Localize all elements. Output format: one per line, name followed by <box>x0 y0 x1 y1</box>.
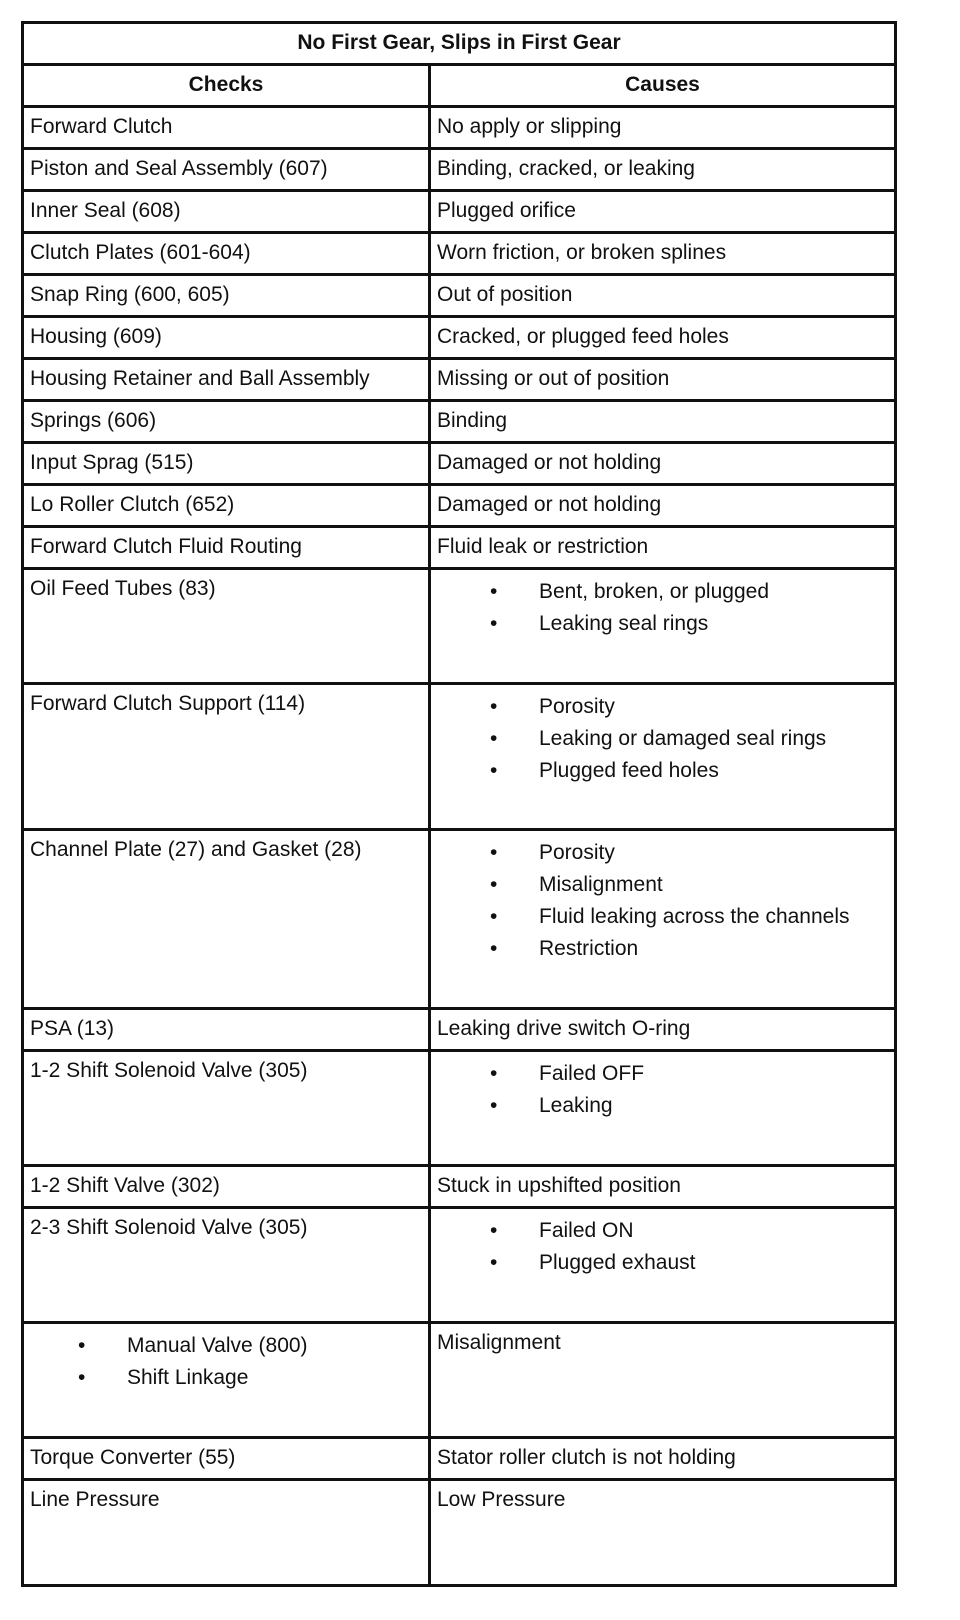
cause-list <box>437 689 888 787</box>
check-cell: Piston and Seal Assembly (607) <box>23 149 430 191</box>
list-item: • Failed ON <box>437 1215 888 1247</box>
cause-cell: Out of position <box>430 275 896 317</box>
cause-cell <box>430 1208 896 1323</box>
cause-cell: Low Pressure <box>430 1480 896 1586</box>
check-cell: Inner Seal (608) <box>23 191 430 233</box>
table-row <box>23 1208 896 1323</box>
list-item: • Misalignment <box>437 869 888 901</box>
cause-cell: Stator roller clutch is not holding <box>430 1438 896 1480</box>
table-row <box>23 401 896 443</box>
bullet-icon: • <box>490 873 498 896</box>
table-row <box>23 1480 896 1586</box>
check-cell: Lo Roller Clutch (652) <box>23 485 430 527</box>
cause-cell: Leaking drive switch O-ring <box>430 1009 896 1051</box>
bullet-icon: • <box>490 580 498 603</box>
list-item: • Failed OFF <box>437 1058 888 1090</box>
cause-cell: No apply or slipping <box>430 107 896 149</box>
check-cell: Clutch Plates (601-604) <box>23 233 430 275</box>
table-row <box>23 830 896 1009</box>
check-cell: Forward Clutch Support (114) <box>23 684 430 830</box>
cause-cell: Missing or out of position <box>430 359 896 401</box>
check-cell: Housing Retainer and Ball Assembly <box>23 359 430 401</box>
cause-cell: Stuck in upshifted position <box>430 1166 896 1208</box>
bullet-icon: • <box>78 1366 86 1389</box>
bullet-icon: • <box>490 759 498 782</box>
cause-cell: Worn friction, or broken splines <box>430 233 896 275</box>
cause-list <box>437 574 888 640</box>
table-row <box>23 1323 896 1438</box>
list-item: • Manual Valve (800) <box>30 1330 422 1362</box>
list-item: • Shift Linkage <box>30 1362 422 1394</box>
check-cell <box>23 1323 430 1438</box>
bullet-icon: • <box>490 1094 498 1117</box>
table-row <box>23 1166 896 1208</box>
header-row <box>23 65 896 107</box>
table-row <box>23 1009 896 1051</box>
cause-cell <box>430 830 896 1009</box>
check-cell: Forward Clutch Fluid Routing <box>23 527 430 569</box>
cause-cell: Plugged orifice <box>430 191 896 233</box>
list-item: • Leaking or damaged seal rings <box>437 723 888 755</box>
table-row <box>23 233 896 275</box>
cause-list <box>437 1056 888 1122</box>
cause-cell: Binding, cracked, or leaking <box>430 149 896 191</box>
table-row <box>23 275 896 317</box>
bullet-icon: • <box>490 695 498 718</box>
list-item: • Porosity <box>437 837 888 869</box>
check-cell: 1-2 Shift Valve (302) <box>23 1166 430 1208</box>
bullet-icon: • <box>490 841 498 864</box>
table-row <box>23 443 896 485</box>
table-row <box>23 527 896 569</box>
list-item: • Plugged feed holes <box>437 755 888 787</box>
list-item: • Leaking seal rings <box>437 608 888 640</box>
cause-cell <box>430 684 896 830</box>
list-item: • Fluid leaking across the channels <box>437 901 888 933</box>
table-title: No First Gear, Slips in First Gear <box>23 23 896 65</box>
bullet-icon: • <box>490 612 498 635</box>
check-cell: 2-3 Shift Solenoid Valve (305) <box>23 1208 430 1323</box>
check-cell: 1-2 Shift Solenoid Valve (305) <box>23 1051 430 1166</box>
table-row <box>23 485 896 527</box>
bullet-icon: • <box>490 1219 498 1242</box>
check-cell: Housing (609) <box>23 317 430 359</box>
table-row <box>23 569 896 684</box>
check-cell: Forward Clutch <box>23 107 430 149</box>
cause-list <box>437 835 888 965</box>
cause-cell <box>430 569 896 684</box>
cause-cell: Fluid leak or restriction <box>430 527 896 569</box>
cause-cell: Damaged or not holding <box>430 443 896 485</box>
diagnosis-table <box>21 21 897 1587</box>
table-row <box>23 317 896 359</box>
check-cell: Channel Plate (27) and Gasket (28) <box>23 830 430 1009</box>
list-item: • Restriction <box>437 933 888 965</box>
cause-cell: Cracked, or plugged feed holes <box>430 317 896 359</box>
title-row <box>23 23 896 65</box>
check-cell: Torque Converter (55) <box>23 1438 430 1480</box>
check-cell: Line Pressure <box>23 1480 430 1586</box>
check-cell: Springs (606) <box>23 401 430 443</box>
checks-header: Checks <box>23 65 430 107</box>
list-item: • Leaking <box>437 1090 888 1122</box>
cause-cell: Misalignment <box>430 1323 896 1438</box>
causes-header: Causes <box>430 65 896 107</box>
cause-list <box>437 1213 888 1279</box>
bullet-icon: • <box>78 1334 86 1357</box>
cause-cell: Damaged or not holding <box>430 485 896 527</box>
cause-cell: Binding <box>430 401 896 443</box>
check-cell: PSA (13) <box>23 1009 430 1051</box>
check-list <box>30 1328 422 1394</box>
bullet-icon: • <box>490 905 498 928</box>
check-cell: Oil Feed Tubes (83) <box>23 569 430 684</box>
cause-cell <box>430 1051 896 1166</box>
list-item: • Bent, broken, or plugged <box>437 576 888 608</box>
table-row <box>23 107 896 149</box>
table-row <box>23 149 896 191</box>
check-cell: Snap Ring (600, 605) <box>23 275 430 317</box>
bullet-icon: • <box>490 937 498 960</box>
list-item: • Plugged exhaust <box>437 1247 888 1279</box>
check-cell: Input Sprag (515) <box>23 443 430 485</box>
table-row <box>23 684 896 830</box>
table-row <box>23 1051 896 1166</box>
table-row <box>23 191 896 233</box>
table-row <box>23 1438 896 1480</box>
bullet-icon: • <box>490 1062 498 1085</box>
bullet-icon: • <box>490 727 498 750</box>
table-row <box>23 359 896 401</box>
list-item: • Porosity <box>437 691 888 723</box>
bullet-icon: • <box>490 1251 498 1274</box>
